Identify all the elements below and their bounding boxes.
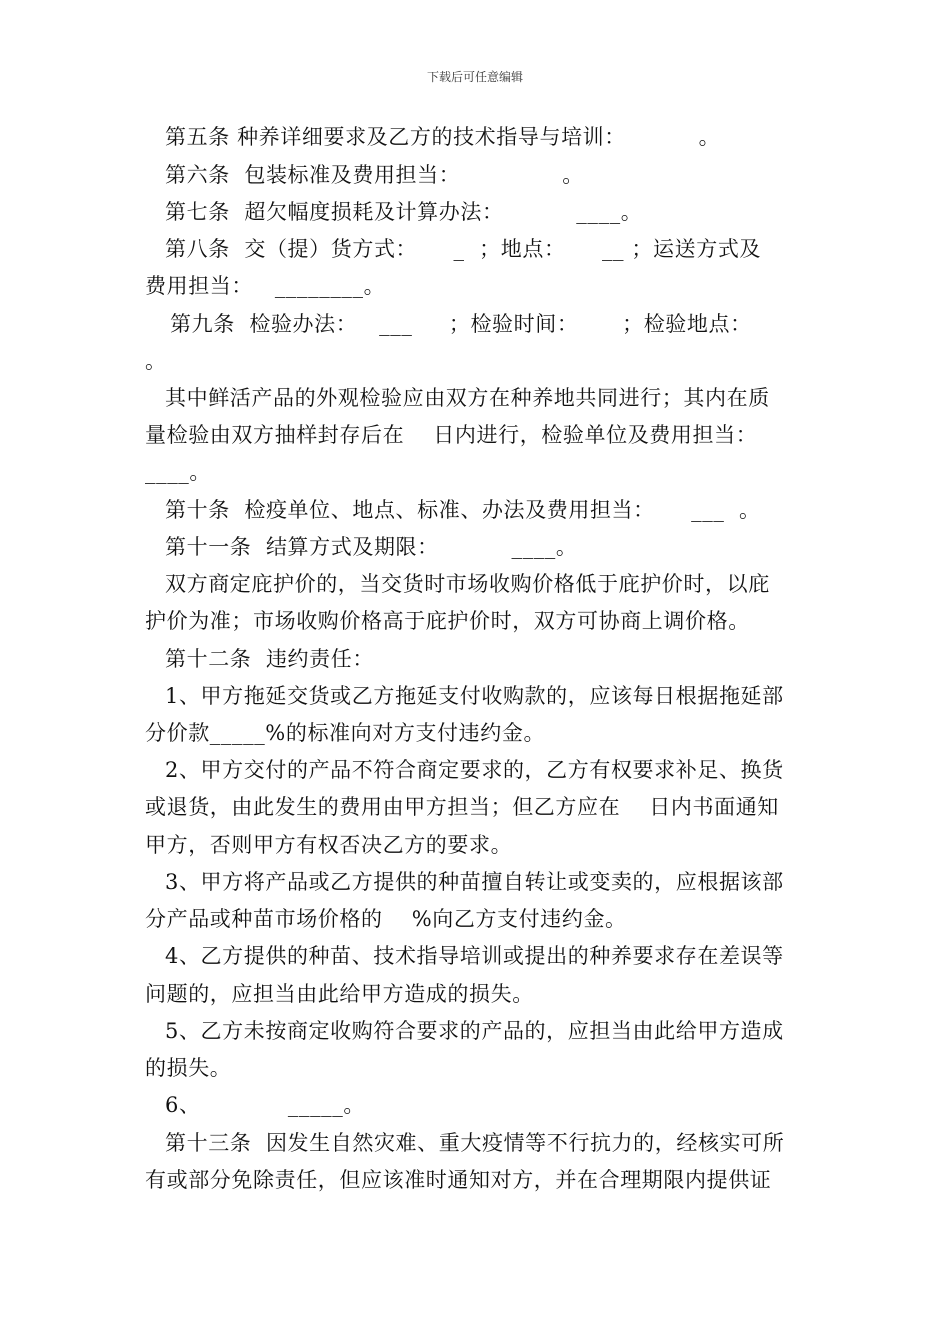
liability-4-line-1: 4、乙方提供的种苗、技术指导培训或提出的种养要求存在差误等 (165, 944, 784, 968)
liability-2-line-2: 或退货，由此发生的费用由甲方担当；但乙方应在 日内书面通知 (145, 795, 779, 819)
liability-3-line-1: 3、甲方将产品或乙方提供的种苗擅自转让或变卖的，应根据该部 (165, 870, 784, 894)
liability-3-line-2: 分产品或种苗市场价格的 %向乙方支付违约金。 (145, 907, 627, 931)
inspection-para-line-3: ____。 (145, 460, 211, 484)
article-8-line-1: 第八条 交（提）货方式： _ ；地点： __ ；运送方式及 (165, 237, 762, 261)
article-12-line: 第十二条 违约责任： (165, 647, 374, 671)
article-9-line-2: 。 (145, 349, 167, 373)
article-10-line: 第十条 检疫单位、地点、标准、办法及费用担当： ___ 。 (165, 498, 761, 522)
article-9-line-1: 第九条 检验办法： ___ ；检验时间： ；检验地点： (170, 312, 752, 336)
liability-2-line-3: 甲方，否则甲方有权否决乙方的要求。 (145, 833, 513, 857)
article-11-line: 第十一条 结算方式及期限： ____。 (165, 535, 578, 559)
article-5-line: 第五条 种养详细要求及乙方的技术指导与培训： 。 (165, 125, 721, 149)
article-7-line: 第七条 超欠幅度损耗及计算办法： ____。 (165, 200, 643, 224)
liability-5-line-1: 5、乙方未按商定收购符合要求的产品的，应担当由此给甲方造成 (165, 1019, 784, 1043)
liability-2-line-1: 2、甲方交付的产品不符合商定要求的，乙方有权要求补足、换货 (165, 758, 784, 782)
liability-1-line-2: 分价款_____%的标准向对方支付违约金。 (145, 721, 546, 745)
article-13-line-2: 有或部分免除责任，但应该准时通知对方，并在合理期限内提供证 (145, 1168, 772, 1192)
liability-5-line-2: 的损失。 (145, 1056, 232, 1080)
article-8-line-2: 费用担当： ________。 (145, 274, 386, 298)
price-para-line-2: 护价为准；市场收购价格高于庇护价时，双方可协商上调价格。 (145, 609, 750, 633)
price-para-line-1: 双方商定庇护价的，当交货时市场收购价格低于庇护价时，以庇 (165, 572, 770, 596)
liability-1-line-1: 1、甲方拖延交货或乙方拖延支付收购款的，应该每日根据拖延部 (165, 684, 784, 708)
liability-4-line-2: 问题的，应担当由此给甲方造成的损失。 (145, 982, 534, 1006)
inspection-para-line-2: 量检验由双方抽样封存后在 日内进行，检验单位及费用担当： (145, 423, 758, 447)
liability-6-line: 6、 _____。 (165, 1093, 365, 1117)
inspection-para-line-1: 其中鲜活产品的外观检验应由双方在种养地共同进行；其内在质 (165, 386, 770, 410)
article-13-line-1: 第十三条 因发生自然灾难、重大疫情等不行抗力的，经核实可所 (165, 1131, 785, 1155)
page-header-note: 下载后可任意编辑 (426, 70, 523, 84)
article-6-line: 第六条 包装标准及费用担当： 。 (165, 163, 584, 187)
